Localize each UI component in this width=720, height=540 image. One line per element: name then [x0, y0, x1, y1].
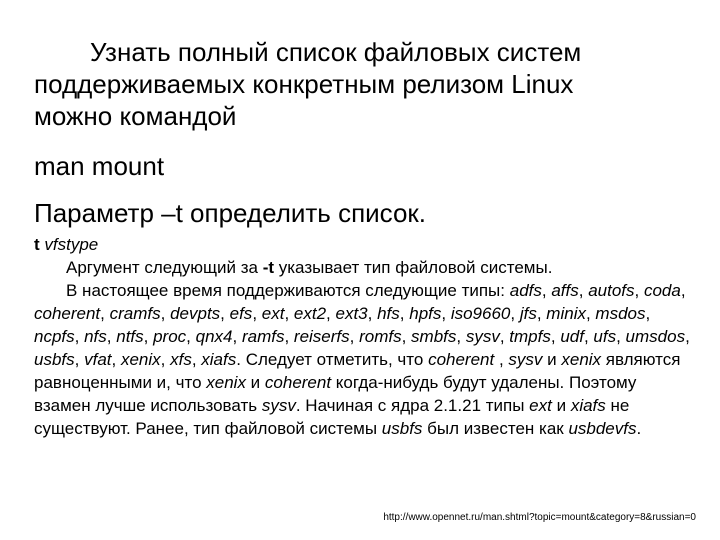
fs-type: ntfs — [116, 327, 144, 346]
fs-type: ramfs — [241, 327, 285, 346]
fs-type: cramfs — [109, 304, 161, 323]
fs-type: vfat — [84, 350, 112, 369]
fs-type: nfs — [84, 327, 107, 346]
option-arg: vfstype — [44, 235, 99, 254]
paragraph-types: В настоящее время поддерживаются следующие типы: adfs, affs, autofs, coda, coherent, cramfs, devpts, efs, ext, ext2, ext3, hfs, hpfs, iso9660, jfs, minix, msdos, ncpfs, nfs, ntfs, proc, qnx4, ramfs, reiserfs, romfs, smbfs, sysv, tmpfs, udf, ufs, umsdos, usbfs, vfat, xenix, xfs, xiafs. Следует отметить, что coherent , sysv и xenix являются равноценными и, что xenix и coherent когда-нибудь будут удалены. Поэтому взамен лучше использовать sysv. Начиная с ядра 2.1.21 типы ext и xiafs не существуют. Ранее, тип файловой системы usbfs был известен как usbdevfs. — [34, 281, 690, 438]
fs-type: affs — [551, 281, 579, 300]
fs-type: usbfs — [34, 350, 75, 369]
paragraph-argument: Аргумент следующий за -t указывает тип файловой системы. — [66, 258, 553, 277]
parameter-text: Параметр –t определить список. — [34, 198, 427, 228]
fs-type: romfs — [359, 327, 402, 346]
fs-type: devpts — [170, 304, 221, 323]
manual-excerpt — [34, 233, 694, 440]
fs-type: smbfs — [411, 327, 457, 346]
fs-type: hfs — [377, 304, 400, 323]
fs-type: qnx4 — [195, 327, 233, 346]
types-list: adfs, affs, autofs, coda, coherent, cramfs, devpts, efs, ext, ext2, ext3, hfs, hpfs, iso9660, jfs, minix, msdos, ncpfs, nfs, ntfs, proc, qnx4, ramfs, reiserfs, romfs, smbfs, sysv, tmpfs, udf, ufs, umsdos, usbfs, vfat, xenix, xfs, xiafs. — [34, 281, 690, 369]
fs-type: ext3 — [335, 304, 368, 323]
fs-type: adfs — [509, 281, 542, 300]
fs-type: sysv — [465, 327, 500, 346]
fs-type: umsdos — [625, 327, 686, 346]
fs-type: xiafs — [201, 350, 237, 369]
fs-type: msdos — [595, 304, 646, 323]
option-line — [34, 233, 694, 256]
fs-type: xfs — [170, 350, 192, 369]
fs-type: ncpfs — [34, 327, 75, 346]
fs-type: efs — [229, 304, 253, 323]
fs-type: coda — [643, 281, 681, 300]
fs-type: jfs — [519, 304, 537, 323]
title-line-2: поддерживаемых конкретным релизом Linux — [34, 69, 574, 99]
fs-type: coherent — [34, 304, 101, 323]
fs-type: ufs — [593, 327, 617, 346]
option-flag: t — [34, 235, 40, 254]
fs-type: reiserfs — [293, 327, 350, 346]
title-line-1: Узнать полный список файловых систем — [90, 37, 582, 67]
fs-type: minix — [546, 304, 586, 323]
fs-type: iso9660 — [450, 304, 511, 323]
fs-type: udf — [560, 327, 584, 346]
fs-type: xenix — [120, 350, 161, 369]
fs-type: ext2 — [293, 304, 327, 323]
source-link[interactable]: http://www.opennet.ru/man.shtml?topic=mount&category=8&russian=0 — [383, 512, 696, 523]
title-line-3: можно командой — [34, 101, 237, 131]
fs-type: hpfs — [409, 304, 442, 323]
fs-type: autofs — [588, 281, 635, 300]
command-text: man mount — [34, 151, 165, 181]
fs-type: tmpfs — [509, 327, 551, 346]
fs-type: proc — [153, 327, 187, 346]
fs-type: ext — [261, 304, 285, 323]
slide-title — [34, 36, 674, 132]
flag-t: -t — [262, 258, 275, 277]
